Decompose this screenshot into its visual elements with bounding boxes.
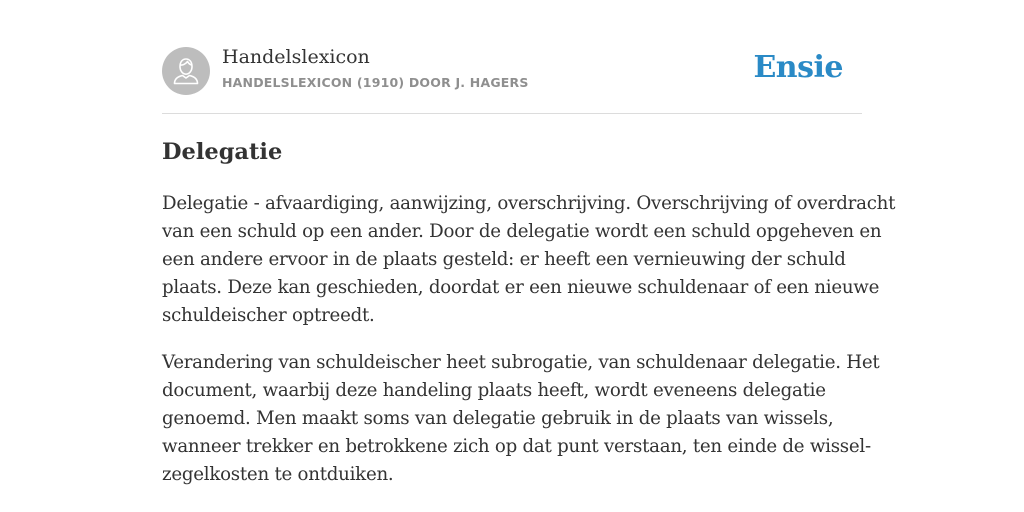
- paragraph-line: zegelkosten te ontduiken.: [162, 464, 394, 485]
- article-header: [162, 0, 862, 114]
- article-paragraph: [162, 190, 896, 330]
- paragraph-line: wanneer trekker en betrokkene zich op dat punt verstaan, ten einde de wissel-: [162, 436, 871, 457]
- ensie-logo[interactable]: Ensie: [753, 50, 843, 85]
- paragraph-line: schuldeischer optreedt.: [162, 305, 375, 326]
- paragraph-line: genoemd. Men maakt soms van delegatie gebruik in de plaats van wissels,: [162, 408, 834, 429]
- source-subtitle: HANDELSLEXICON (1910) DOOR J. HAGERS: [222, 75, 529, 90]
- article-title: Delegatie: [162, 139, 283, 165]
- paragraph-line: een andere ervoor in de plaats gesteld: er heeft een vernieuwing der schuld: [162, 249, 846, 270]
- paragraph-line: Delegatie - afvaardiging, aanwijzing, overschrijving. Overschrijving of overdracht: [162, 193, 896, 214]
- source-avatar[interactable]: [162, 47, 210, 95]
- article-paragraph: [162, 349, 880, 489]
- source-name[interactable]: Handelslexicon: [222, 46, 370, 68]
- user-silhouette-icon: [162, 47, 210, 95]
- paragraph-line: document, waarbij deze handeling plaats heeft, wordt eveneens delegatie: [162, 380, 826, 401]
- paragraph-line: plaats. Deze kan geschieden, doordat er een nieuwe schuldenaar of een nieuwe: [162, 277, 880, 298]
- article-page: [162, 0, 896, 512]
- paragraph-line: van een schuld op een ander. Door de delegatie wordt een schuld opgeheven en: [162, 221, 882, 242]
- paragraph-line: Verandering van schuldeischer heet subrogatie, van schuldenaar delegatie. Het: [162, 352, 880, 373]
